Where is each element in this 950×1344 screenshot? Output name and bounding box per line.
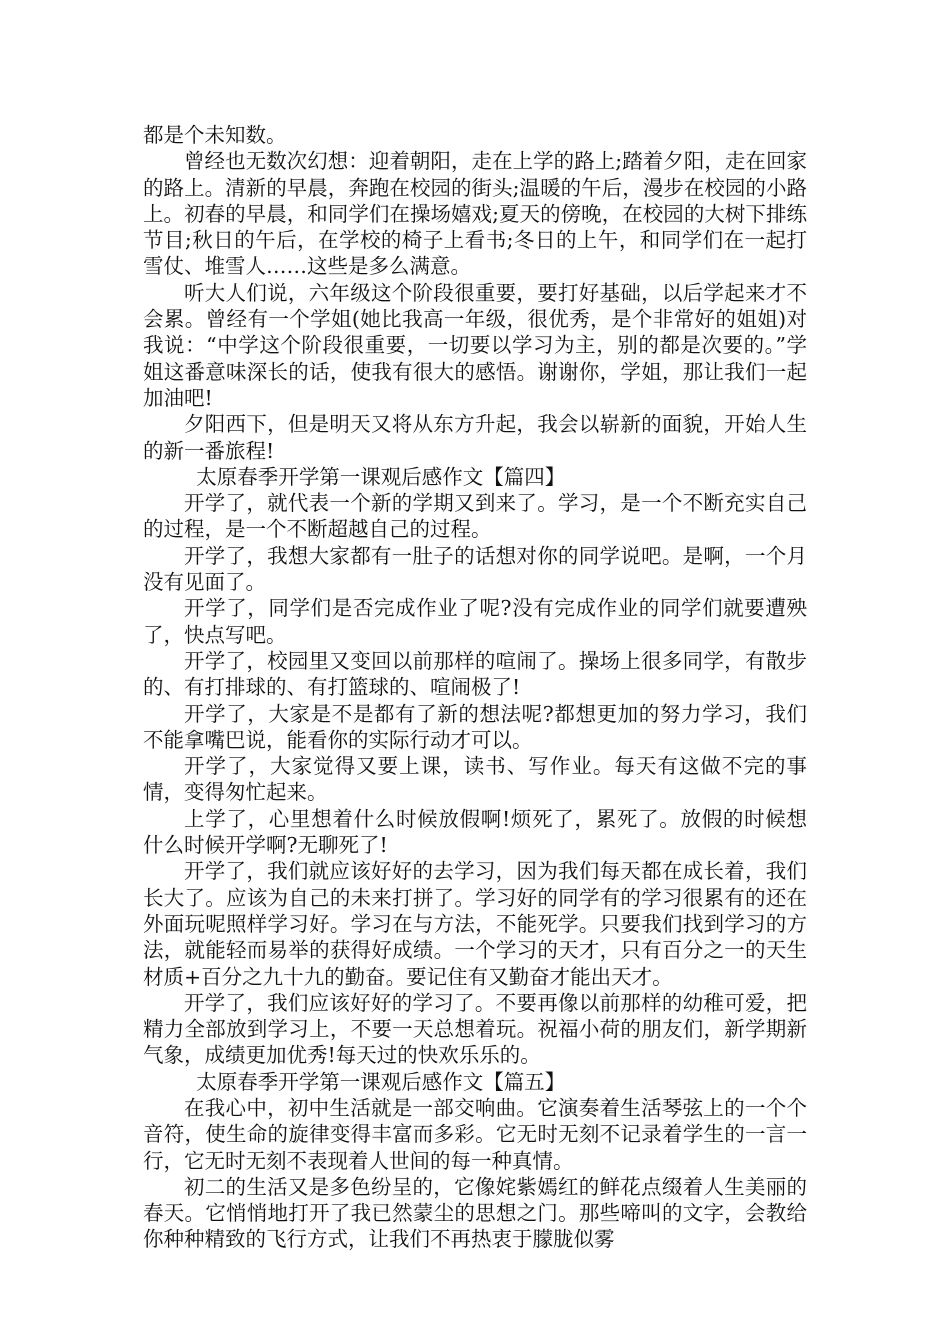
paragraph: 开学了，我想大家都有一肚子的话想对你的同学说吧。是啊，一个月没有见面了。: [143, 543, 807, 595]
paragraph: 听大人们说，六年级这个阶段很重要，要打好基础，以后学起来才不会累。曾经有一个学姐(她比我高一年级，很优秀，是个非常好的姐姐)对我说：“中学这个阶段很重要，一切要以学习为主，别的都是次要的。”学姐这番意味深长的话，使我有很大的感悟。谢谢你，学姐，那让我们一起加油吧!: [143, 280, 807, 410]
paragraph: 开学了，我们应该好好的学习了。不要再像以前那样的幼稚可爱，把精力全部放到学习上，不要一天总想着玩。祝福小荷的朋友们，新学期新气象，成绩更加优秀!每天过的快欢乐乐的。: [143, 990, 807, 1068]
paragraph: 开学了，大家觉得又要上课，读书、写作业。每天有这做不完的事情，变得匆忙起来。: [143, 754, 807, 805]
paragraph: 开学了，同学们是否完成作业了呢?没有完成作业的同学们就要遭殃了，快点写吧。: [143, 596, 807, 647]
paragraph: 开学了，我们就应该好好的去学习，因为我们每天都在成长着，我们长大了。应该为自己的未来打拼了。学习好的同学有的学习很累有的还在外面玩呢照样学习好。学习在与方法，不能死学。只要我们找到学习的方法，就能轻而易举的获得好成绩。一个学习的天才，只有百分之一的天生材质+百分之九十九的勤奋。要记住有又勤奋才能出天才。: [143, 859, 807, 989]
section-heading: 太原春季开学第一课观后感作文【篇四】: [196, 464, 566, 489]
paragraph: 都是个未知数。: [143, 123, 287, 147]
paragraph: 在我心中，初中生活就是一部交响曲。它演奏着生活琴弦上的一个个音符，使生命的旋律变得丰富而多彩。它无时无刻不记录着学生的一言一行，它无时无刻不表现着人世间的每一种真情。: [143, 1095, 807, 1173]
paragraph: 开学了，大家是不是都有了新的想法呢?都想更加的努力学习，我们不能拿嘴巴说，能看你的实际行动才可以。: [143, 701, 807, 752]
paragraph: 夕阳西下，但是明天又将从东方升起，我会以崭新的面貌，开始人生的新一番旅程!: [143, 412, 807, 463]
section-heading: 太原春季开学第一课观后感作文【篇五】: [196, 1069, 566, 1094]
paragraph: 初二的生活又是多色纷呈的，它像姹紫嫣红的鲜花点缀着人生美丽的春天。它悄悄地打开了我已然蒙尘的思想之门。那些啼叫的文字，会教给你种种精致的飞行方式，让我们不再热衷于朦胧似雾: [143, 1174, 807, 1252]
paragraph: 曾经也无数次幻想：迎着朝阳，走在上学的路上;踏着夕阳，走在回家的路上。清新的早晨，奔跑在校园的街头;温暖的午后，漫步在校园的小路上。初春的早晨，和同学们在操场嬉戏;夏天的傍晚，在校园的大树下排练节目;秋日的午后，在学校的椅子上看书;冬日的上午，和同学们在一起打雪仗、堆雪人……这些是多么满意。: [143, 149, 807, 279]
paragraph: 开学了，就代表一个新的学期又到来了。学习，是一个不断充实自己的过程，是一个不断超越自己的过程。: [143, 491, 807, 542]
article-body: [143, 122, 807, 1253]
paragraph: 开学了，校园里又变回以前那样的喧闹了。操场上很多同学，有散步的、有打排球的、有打篮球的、喧闹极了!: [143, 648, 807, 700]
paragraph: 上学了，心里想着什么时候放假啊!烦死了，累死了。放假的时候想什么时候开学啊?无聊死了!: [143, 806, 807, 858]
